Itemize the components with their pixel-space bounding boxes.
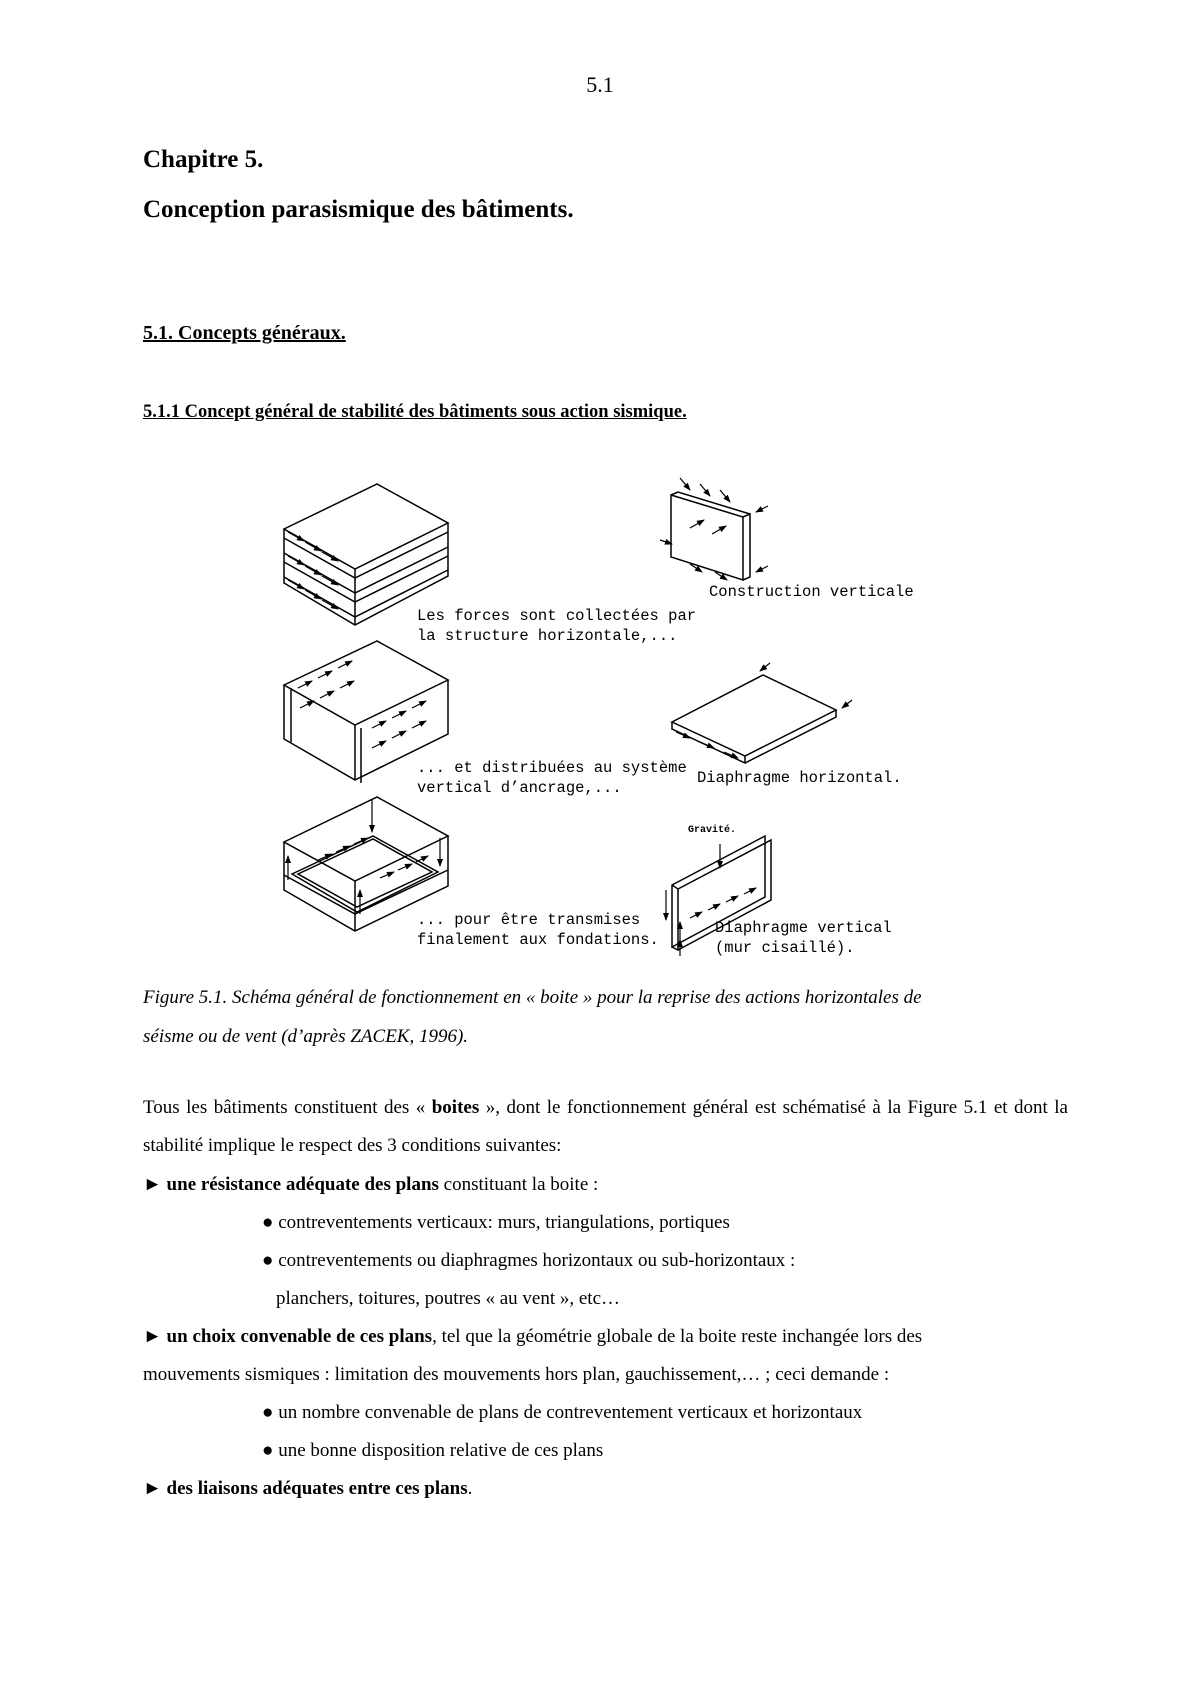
- shear-wall-panel: [666, 836, 771, 956]
- label-distributed-1: ... et distribuées au système: [417, 759, 687, 777]
- condition-2-line-2: mouvements sismiques : limitation des mouvements hors plan, gauchissement,… ; ceci demande :: [143, 1364, 890, 1385]
- condition-1-rest: constituant la boite :: [438, 1174, 599, 1195]
- caption-line-1: Figure 5.1. Schéma général de fonctionnement en « boite » pour la reprise des actions horizontales de: [143, 987, 922, 1008]
- figure-caption: [143, 978, 1068, 1056]
- para-text-a: Tous les bâtiments constituent des «: [143, 1097, 432, 1118]
- page-number: 5.1: [586, 72, 614, 97]
- condition-2-bullet-1: ● un nombre convenable de plans de contreventement verticaux et horizontaux: [262, 1402, 863, 1423]
- label-collected-1: Les forces sont collectées par: [417, 607, 697, 625]
- condition-2: [143, 1318, 922, 1356]
- label-gravity: Gravité.: [688, 825, 737, 836]
- floor-stack-box: [284, 484, 448, 625]
- condition-1: [143, 1166, 598, 1204]
- condition-2-bold: ► un choix convenable de ces plans: [143, 1326, 433, 1347]
- condition-2-rest: , tel que la géométrie globale de la boite reste inchangée lors des: [432, 1326, 923, 1347]
- condition-1-bullet-2: ● contreventements ou diaphragmes horizontaux ou sub-horizontaux :: [262, 1250, 796, 1271]
- chapter-title: Conception parasismique des bâtiments.: [143, 196, 574, 223]
- para-bold-boites: boites: [431, 1097, 480, 1118]
- label-vertical-diaphragm-1: Diaphragme vertical: [715, 919, 892, 937]
- condition-1-bullet-1: ● contreventements verticaux: murs, triangulations, portiques: [262, 1212, 730, 1233]
- chapter-label: Chapitre 5.: [143, 146, 264, 173]
- condition-3-bold: ► des liaisons adéquates entre ces plans: [143, 1478, 468, 1499]
- label-transmitted-2: finalement aux fondations.: [417, 931, 659, 949]
- condition-1-bullet-2-continuation: planchers, toitures, poutres « au vent », etc…: [276, 1288, 621, 1309]
- condition-2-bullet-2: ● une bonne disposition relative de ces plans: [262, 1440, 604, 1461]
- label-collected-2: la structure horizontale,...: [417, 627, 678, 645]
- horizontal-diaphragm-slab: [672, 663, 852, 763]
- condition-1-bold: ► une résistance adéquate des plans: [143, 1174, 439, 1195]
- label-vertical-construction: Construction verticale: [709, 583, 914, 601]
- section-heading: 5.1. Concepts généraux.: [143, 322, 346, 344]
- para-text-b: », dont le fonctionnement général est schématisé à la Figure 5.1 et dont la stabilité implique le respect des 3 conditions suivantes:: [143, 1097, 1068, 1156]
- intro-paragraph: [143, 1089, 1068, 1165]
- caption-line-2: séisme ou de vent (d’après ZACEK, 1996).: [143, 1026, 469, 1047]
- label-transmitted-1: ... pour être transmises: [417, 911, 641, 929]
- condition-3: [143, 1470, 472, 1508]
- label-vertical-diaphragm-2: (mur cisaillé).: [715, 939, 855, 957]
- vertical-construction-panel: [660, 478, 768, 580]
- label-distributed-2: vertical d’ancrage,...: [417, 779, 622, 797]
- label-horizontal-diaphragm: Diaphragme horizontal.: [697, 769, 902, 787]
- condition-3-rest: .: [467, 1478, 473, 1499]
- subsection-heading: 5.1.1 Concept général de stabilité des bâtiments sous action sismique.: [143, 402, 687, 422]
